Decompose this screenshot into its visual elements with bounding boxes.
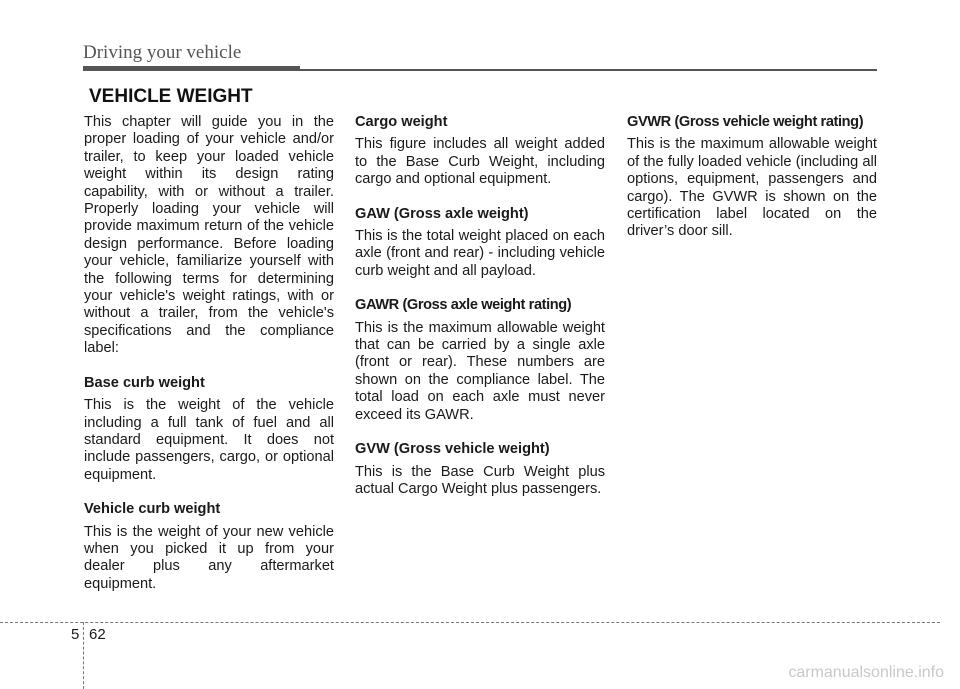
- running-header: Driving your vehicle: [83, 42, 242, 63]
- gvw-text: This is the Base Curb Weight plus actual Cargo Weight plus passengers.: [355, 463, 605, 497]
- gvwr-text: This is the maximum allowable weight of the fully loaded vehicle (including all options, equipment, passengers and cargo). The GVWR is shown on the certification label located on the driver’s door sill.: [627, 136, 877, 240]
- footer-dotted-divider: [83, 622, 84, 689]
- footer-dotted-rule: [0, 622, 940, 623]
- watermark: carmanualsonline.info: [788, 664, 944, 681]
- column-2: [355, 114, 605, 498]
- gawr-heading: GAWR (Gross axle weight rating): [355, 297, 572, 314]
- column-3: [627, 114, 877, 241]
- header-rule-thin: [300, 69, 877, 71]
- gvwr-heading: GVWR (Gross vehicle weight rating): [627, 114, 864, 130]
- cargo-weight-text: This figure includes all weight added to the Base Curb Weight, including cargo and optional equipment.: [355, 136, 605, 188]
- base-curb-weight-text: This is the weight of the vehicle including a full tank of fuel and all standard equipment. It does not include passengers, cargo, or optional equipment.: [84, 397, 334, 483]
- chapter-number: 5: [71, 626, 80, 643]
- gaw-heading: GAW (Gross axle weight): [355, 205, 529, 222]
- header-rule-thick: [83, 66, 300, 71]
- gvw-heading: GVW (Gross vehicle weight): [355, 441, 550, 458]
- column-1: [84, 114, 334, 593]
- gawr-text: This is the maximum allowable weight that can be carried by a single axle (front or rear). These numbers are shown on the compliance label. The total load on each axle must never exceed its GAWR.: [355, 319, 605, 423]
- intro-paragraph: This chapter will guide you in the proper loading of your vehicle and/or trailer, to keep your loaded vehicle weight within its design rating capability, with or without a trailer. Properly loading your vehicle will provide maximum return of the vehicle design performance. Before loading your vehicle, familiarize yourself with the following terms for determining your vehicle's weight ratings, with or without a trailer, from the vehicle's specifications and the compliance label:: [84, 114, 334, 357]
- cargo-weight-heading: Cargo weight: [355, 114, 448, 130]
- gaw-text: This is the total weight placed on each axle (front and rear) - including vehicle curb weight and all payload.: [355, 228, 605, 279]
- base-curb-weight-heading: Base curb weight: [84, 374, 205, 391]
- section-title: VEHICLE WEIGHT: [89, 86, 253, 107]
- vehicle-curb-weight-text: This is the weight of your new vehicle when you picked it up from your dealer plus any aftermarket equipment.: [84, 523, 334, 592]
- page-number: 62: [89, 626, 106, 643]
- vehicle-curb-weight-heading: Vehicle curb weight: [84, 501, 221, 518]
